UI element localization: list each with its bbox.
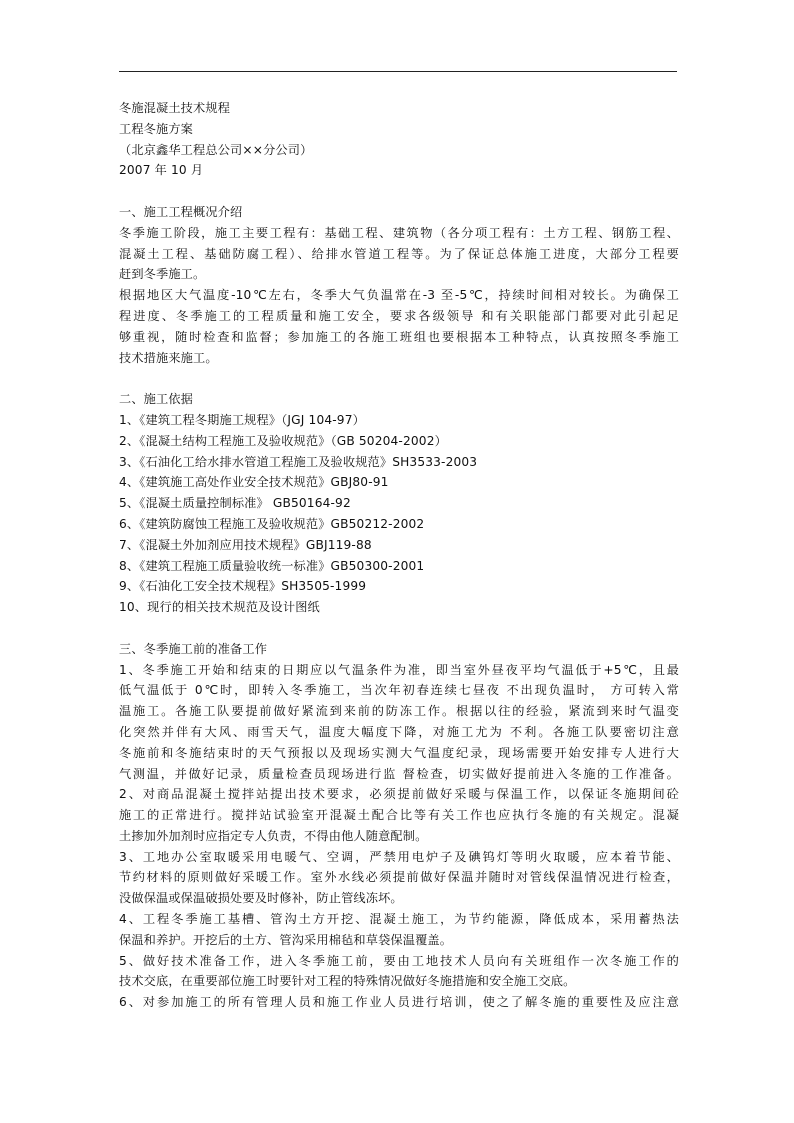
blank-line bbox=[119, 618, 679, 639]
section-3-line: 技术交底，在重要部位施工时要针对工程的特殊情况做好冬施措施和安全施工交底。 bbox=[119, 974, 576, 989]
section-3-line: 化突然并伴有大风、雨雪天气，温度大幅度下降，对施工尤为 不利。各施工队要密切注意 bbox=[119, 724, 679, 739]
section-3-line: 冬施前和冬施结束时的天气预报以及现场实测大气温度纪录，现场需要开始安排专人进行大 bbox=[119, 745, 679, 760]
standard-item: 6、《建筑防腐蚀工程施工及验收规范》GB50212-2002 bbox=[119, 516, 425, 531]
section-3-line: 施工的正常进行。搅拌站试验室开混凝土配合比等有关工作也应执行冬施的有关规定。混凝 bbox=[119, 808, 679, 823]
section-1-line: 赶到冬季施工。 bbox=[119, 267, 206, 282]
standard-item: 9、《石油化工安全技术规程》SH3505-1999 bbox=[119, 579, 367, 594]
section-3-line: 土掺加外加剂时应指定专人负责，不得由他人随意配制。 bbox=[119, 828, 428, 843]
section-1-line: 够重视，随时检查和监督；参加施工的各施工班组也要根据本工种特点，认真按照冬季施工 bbox=[119, 329, 679, 344]
company-name: （北京鑫华工程总公司××分公司） bbox=[119, 142, 313, 157]
blank-line bbox=[119, 368, 679, 389]
section-1-heading: 一、施工工程概况介绍 bbox=[119, 204, 243, 219]
section-3-line: 节约材料的原则做好采暖工作。室外水线必须提前做好保温并随时对管线保温情况进行检查， bbox=[119, 870, 679, 885]
document-title: 冬施混凝土技术规程 bbox=[119, 101, 231, 115]
blank-line bbox=[119, 181, 679, 202]
section-1-line: 技术措施来施工。 bbox=[119, 350, 218, 365]
section-1-line: 冬季施工阶段，施工主要工程有：基础工程、建筑物（各分项工程有：土方工程、钢筋工程、 bbox=[119, 225, 679, 240]
section-3-line: 6、对参加施工的所有管理人员和施工作业人员进行培训，使之了解冬施的重要性及应注意 bbox=[119, 995, 679, 1010]
standard-item: 1、《建筑工程冬期施工规程》（JGJ 104-97） bbox=[119, 412, 365, 427]
standard-item: 3、《石油化工给水排水管道工程施工及验收规范》SH3533-2003 bbox=[119, 454, 478, 469]
standard-item: 7、《混凝土外加剂应用技术规程》GBJ119-88 bbox=[119, 537, 372, 552]
section-3-line: 保温和养护。开挖后的土方、管沟采用棉毡和草袋保温覆盖。 bbox=[119, 932, 453, 947]
section-3-line: 5、做好技术准备工作，进入冬季施工前，要由工地技术人员向有关班组作一次冬施工作的 bbox=[119, 953, 679, 968]
section-3-line: 4、工程冬季施工基槽、管沟土方开挖、混凝土施工，为节约能源，降低成本，采用蓄热法 bbox=[119, 912, 679, 927]
standard-item: 2、《混凝土结构工程施工及验收规范》（GB 50204-2002） bbox=[119, 433, 447, 448]
standard-item: 5、《混凝土质量控制标准》 GB50164-92 bbox=[119, 496, 351, 511]
section-2-heading: 二、施工依据 bbox=[119, 392, 194, 407]
header-rule bbox=[119, 71, 677, 72]
section-3-line: 没做保温或保温破损处要及时修补，防止管线冻坏。 bbox=[119, 891, 403, 906]
document-date: 2007 年 10 月 bbox=[119, 163, 204, 178]
standard-item: 8、《建筑工程施工质量验收统一标准》GB50300-2001 bbox=[119, 558, 425, 573]
section-3-line: 1、冬季施工开始和结束的日期应以气温条件为准，即当室外昼夜平均气温低于+5℃，且最 bbox=[119, 662, 679, 677]
section-3-heading: 三、冬季施工前的准备工作 bbox=[119, 641, 268, 656]
document-subtitle: 工程冬施方案 bbox=[119, 121, 194, 136]
section-3-line: 气测温，并做好记录，质量检查员现场进行监 督检查，切实做好提前进入冬施的工作准备。 bbox=[119, 766, 679, 781]
document-body bbox=[119, 98, 679, 1013]
section-3-line: 2、对商品混凝土搅拌站提出技术要求，必须提前做好采暖与保温工作，以保证冬施期间砼 bbox=[119, 787, 679, 802]
section-1-line: 程进度、冬季施工的工程质量和施工安全，要求各级领导 和有关职能部门都要对此引起足 bbox=[119, 308, 679, 323]
section-1-line: 混凝土工程、基础防腐工程）、给排水管道工程等。为了保证总体施工进度，大部分工程要 bbox=[119, 246, 679, 261]
section-1-line: 根据地区大气温度-10℃左右，冬季大气负温常在-3 至-5℃，持续时间相对较长。为确保工 bbox=[119, 288, 679, 303]
section-3-line: 3、工地办公室取暖采用电暖气、空调，严禁用电炉子及碘钨灯等明火取暖，应本着节能、 bbox=[119, 849, 679, 864]
section-3-line: 温施工。各施工队要提前做好紧流到来前的防冻工作。根据以往的经验，紧流到来时气温变 bbox=[119, 704, 679, 719]
standard-item: 10、现行的相关技术规范及设计图纸 bbox=[119, 600, 320, 615]
standard-item: 4、《建筑施工高处作业安全技术规范》GBJ80-91 bbox=[119, 475, 389, 490]
section-3-line: 低气温低于 0℃时，即转入冬季施工，当次年初春连续七昼夜 不出现负温时， 方可转入常 bbox=[119, 683, 679, 698]
